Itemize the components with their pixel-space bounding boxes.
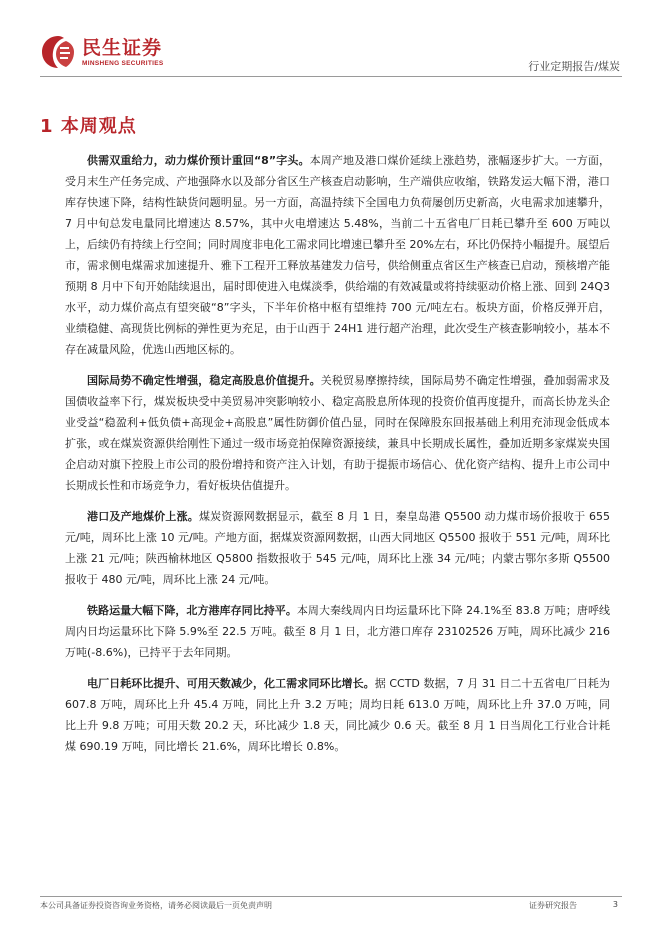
paragraph-text: 本周大秦线周内日均运量环比下降 24.1%至 83.8 万吨；唐呼线周内日均运量环比下降 5.9%至 22.5 万吨。截至 8 月 1 日，北方港口库存 23102526 万吨，周环比减少 216 万吨(-8.6%)，已持平于去年同期。	[65, 604, 610, 659]
paragraph-lead: 供需双重给力，动力煤价预计重回“8”字头。	[87, 154, 310, 167]
minsheng-logo-icon	[40, 34, 76, 70]
header-divider	[40, 76, 622, 77]
paragraph-international	[65, 370, 610, 496]
paragraph-railway	[65, 600, 610, 663]
logo-wordmark-en: MINSHENG SECURITIES	[82, 59, 164, 67]
paragraph-lead: 铁路运量大幅下降，北方港库存同比持平。	[87, 604, 297, 617]
company-logo	[40, 34, 164, 70]
paragraph-text: 关税贸易摩擦持续，国际局势不确定性增强，叠加弱需求及国债收益率下行，煤炭板块受中美贸易冲突影响较小、稳定高股息所体现的投资价值再度提升，而高长协龙头企业受益“稳盈利+低负债+高现金+高股息”属性防御价值凸显，同时在保障股东回报基础上利用充沛现金低成本扩张，或在煤炭资源供给刚性下通过一级市场竞拍保障资源接续，兼具中长期成长属性，叠加近期多家煤炭央国企启动对旗下控股上市公司的股份增持和资产注入计划，有助于提振市场信心、优化资产结构、提升上市公司中长期成长性和市场竞争力，看好板块估值提升。	[65, 374, 611, 492]
paragraph-supply-demand	[65, 150, 610, 360]
paragraph-text: 煤炭资源网数据显示，截至 8 月 1 日，秦皇岛港 Q5500 动力煤市场价报收于 655 元/吨，周环比上涨 10 元/吨。产地方面，据煤炭资源网数据，山西大同地区 Q5500 报收于 551 元/吨，周环比上涨 21 元/吨；陕西榆林地区 Q5800 指数报收于 545 元/吨，周环比上涨 34 元/吨；内蒙古鄂尔多斯 Q5500 报收于 480 元/吨，周环比上涨 24 元/吨。	[65, 510, 611, 586]
footer-disclaimer: 本公司具备证券投资咨询业务资格，请务必阅读最后一页免责声明	[40, 901, 272, 910]
page-number: 3	[612, 900, 618, 909]
paragraph-lead: 电厂日耗环比提升、可用天数减少，化工需求同环比增长。	[87, 677, 375, 690]
footer-divider	[40, 896, 622, 897]
logo-wordmark-cn: 民生证券	[82, 36, 163, 59]
report-type-label: 行业定期报告/煤炭	[528, 60, 620, 73]
footer-report-label: 证券研究报告	[529, 901, 577, 910]
section-title: 1 本周观点	[40, 116, 137, 137]
paragraph-text: 据 CCTD 数据，7 月 31 日二十五省电厂日耗为 607.8 万吨，周环比上升 45.4 万吨，同比上升 3.2 万吨；周均日耗 613.0 万吨，周环比上升 37.0 万吨，同比上升 9.8 万吨；可用天数 20.2 天，环比减少 1.8 天，同比减少 0.6 天。截至 8 月 1 日当周化工行业合计耗煤 690.19 万吨，同比增长 21.6%，周环比增长 0.8%。	[65, 677, 611, 753]
paragraph-lead: 国际局势不确定性增强，稳定高股息价值提升。	[87, 374, 321, 387]
paragraph-power-plant	[65, 673, 610, 757]
body-content	[65, 150, 610, 767]
paragraph-text: 本周产地及港口煤价延续上涨趋势，涨幅逐步扩大。一方面，受月末生产任务完成、产地强降水以及部分省区生产核查启动影响，生产端供应收缩，铁路发运大幅下滑，港口库存快速下降，结构性缺货问题明显。另一方面，高温持续下全国电力负荷屡创历史新高，火电需求加速攀升，7 月中旬总发电量同比增速达 8.57%，其中火电增速达 5.48%，当前二十五省电厂日耗已攀升至 600 万吨以上，后续仍有持续上行空间；同时周度非电化工需求同比增速已攀升至 20%左右，环比仍保持小幅提升。展望后市，需求侧电煤需求加速提升、雅下工程开工释放基建发力信号，供给侧重点省区生产核查已启动，预核增产能预期 8 月中下旬开始陆续退出，届时即使进入电煤淡季，供给端的有效减量或将持续驱动价格上涨、回到 24Q3 水平，动力煤价高点有望突破“8”字头，下半年价格中枢有望维持 700 元/吨左右。板块方面，价格反弹开启，业绩稳健、高现货比例标的弹性更为充足，由于山西于 24H1 进行超产治理，此次受生产核查影响较小，基本不存在减量风险，优选山西地区标的。	[65, 154, 610, 356]
paragraph-lead: 港口及产地煤价上涨。	[87, 510, 199, 523]
paragraph-coal-price	[65, 506, 610, 590]
